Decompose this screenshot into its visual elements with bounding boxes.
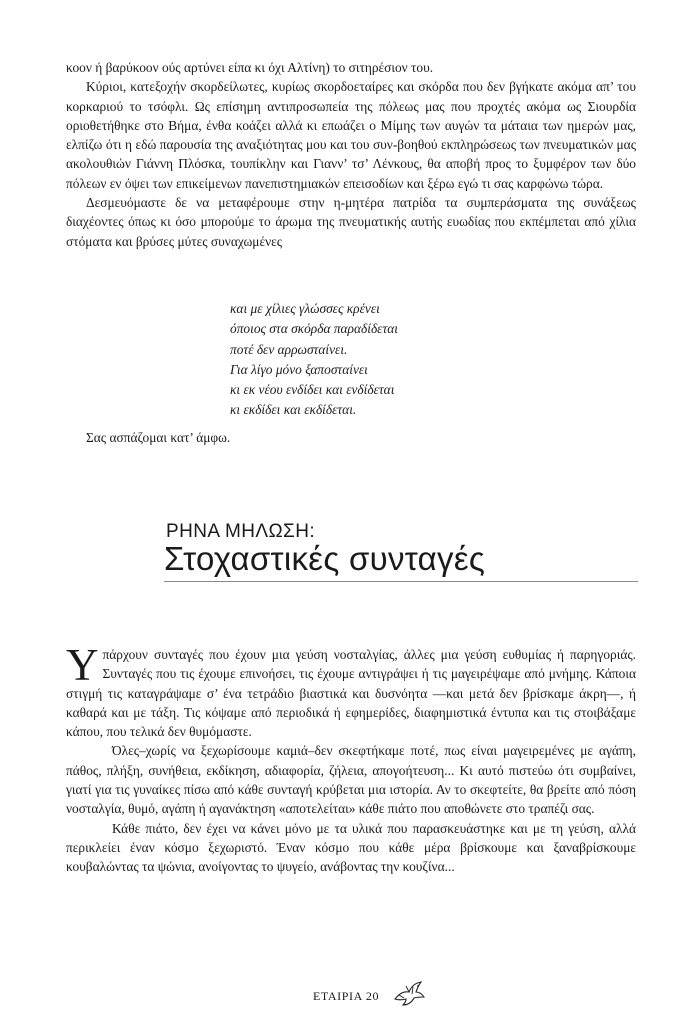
article-body [66,640,636,877]
letter-closing: Σας ασπάζομαι κατ’ άμφω. [86,430,231,445]
poem [230,299,560,421]
poem-line: ποτέ δεν αρρωσταίνει. [230,341,348,357]
poem-line: όποιος στα σκόρδα παραδίδεται [230,321,399,337]
article-paragraph [66,640,636,741]
article-paragraph: Όλες–χωρίς να ξεχωρίσουμε καμιά–δεν σκεφτήκαμε ποτέ, πως είναι μαγειρεμένες με αγάπη, πάθος, πλήξη, συνήθεια, εκδίκηση, αδιαφορία, ζήλεια, απογοήτευση... Κι αυτό πιστεύω ότι συμβαίνει, γιατί για τις γυναίκες πίσω από κάθε συνταγή κρύβεται μια ιστορία. Αν το σκεφτείτε, θα βρείτε από πόση νοσταλγία, θυμό, αγάπη ή αγανάκτηση «αποτελείται» κάθε πιάτο που αποθώνετε στο τραπέζι σας. [66,743,636,817]
drop-cap: Υ [66,640,99,690]
letter-paragraph: Δεσμευόμαστε δε να μεταφέρουμε στην η-μητέρα πατρίδα τα συμπεράσματα της συνάξεως διαχέοντες όπως κι όσο μπορούμε το άρωμα της πνευματικής αυτής ευωδίας που εκπέμπεται από χίλια στόματα και βρύσες μύτες συναχωμένες [66,195,636,249]
article-title: Στοχαστικές συνταγές [164,540,486,577]
poem-line: και με χίλιες γλώσσες κρένει [230,301,380,316]
letter-paragraph: Κύριοι, κατεξοχήν σκορδείλωτες, κυρίως σκορδοεταίρες και σκόρδα που δεν βγήκατε ακόμα απ’ του κορκαριού το τσόφλι. Ως επίσημη αντιπροσωπεία της πόλεως μας που προχτές ακόμα ως Σιουρδία οριοθετήθηκε στο Βήμα, ένθα κοάζει αλλά κι επωάζει ο Μίμης των αυγών τα μάταια των ημερών μας, ελπίζω ότι η εδώ παρουσία της αναξιότητας μου και του συν-βοηθού εκπληρώσεως των πνευματικών μας ακολουθιών Γιάννη Πλόσκα, τουπίκλην και Γιανν’ τσ’ Λένκους, θα αποβή προς το ξυμφέρον των δύο πόλεων εν όψει των επικείμενων πανεπιστημιακών επεισοδίων και ξέρω εγώ τι σας καρφώνω τώρα. [66,79,636,191]
footer-label: ΕΤΑΙΡΙΑ [313,989,363,1003]
article-paragraph: Κάθε πιάτο, δεν έχει να κάνει μόνο με τα υλικά που παρασκευάστηκε και με τη γεύση, αλλά περικλείει έναν κόσμο ξεχωριστό. Έναν κόσμο που κάθε μέρα βρίσκουμε και ξαναβρίσκουμε κουβαλώντας τα ψώνια, ανοίγοντας το ψυγείο, ανάβοντας την κουζίνα... [66,820,636,875]
article-author: ΡΗΝΑ ΜΗΛΩΣΗ: [166,521,316,542]
title-rule [164,581,638,582]
bird-ornament-icon [392,979,426,1009]
poem-line: Για λίγο μόνο ξαποσταίνει [230,361,368,377]
letter-body [66,58,636,251]
page-number: 20 [365,989,380,1003]
poem-line: κι εκ νέου ενδίδει και ενδίδεται [230,382,395,398]
page-footer [313,989,379,1004]
letter-paragraph: κοον ή βαρύκοον ούς αρτύνει είπα κι όχι Αλτίνη) το σιτηρέσιον του. [66,60,434,75]
article-paragraph-text: πάρχουν συνταγές που έχουν μια γεύση νοσταλγίας, άλλες μια γεύση ευθυμίας ή παρηγοριάς. Συνταγές που τις έχουμε επινοήσει, τις έχουμε αντιγράψει ή τις μαγειρέψαμε από μνήμης. Κάποια στιγμή τις καταγράψαμε σ’ ένα τετράδιο βιαστικά και δυσνόητα —και μετά δεν βρίσκαμε άκρη—, ή καθαρά και με τάξη. Τις κόψαμε από περιοδικά ή εφημερίδες, διαφημιστικά έντυπα και τις στοιβάξαμε κάπου, που τελικά δεν θυμόμαστε. [66,647,636,740]
poem-line: κι εκδίδει και εκδίδεται. [230,402,357,418]
